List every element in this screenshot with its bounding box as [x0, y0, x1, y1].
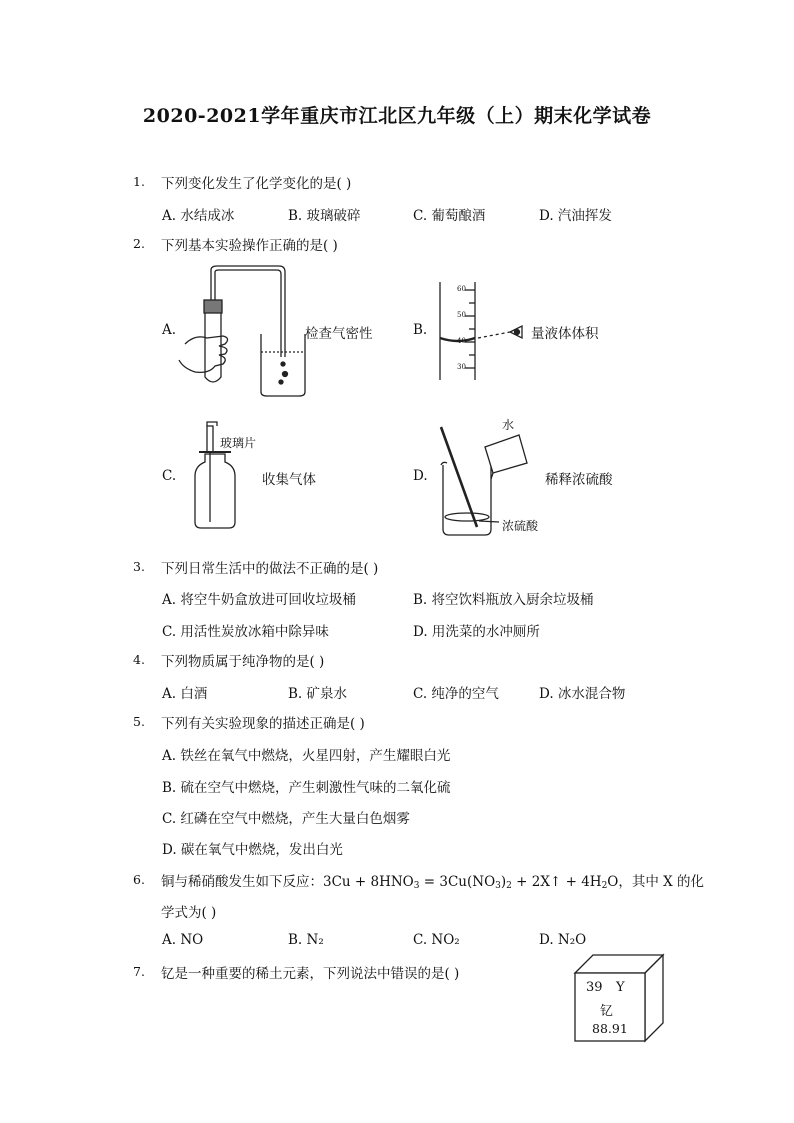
question-text: 下列物质属于纯净物的是( )	[161, 654, 325, 670]
option-d: D. 汽油挥发	[539, 208, 612, 224]
question-text: 钇是一种重要的稀土元素，下列说法中错误的是( )	[161, 966, 460, 982]
question-text: 铜与稀硝酸发生如下反应：$3Cu + 8HNO_3 = 3Cu(NO_3)_2$ + 2X↑ + $4H_2O$，其中 X 的化	[161, 874, 705, 891]
option-c: C. 红磷在空气中燃烧，产生大量白色烟雾	[162, 811, 410, 827]
question-number: 4.	[133, 652, 145, 667]
option-d: D. 冰水混合物	[539, 686, 626, 702]
element-name: 钇	[600, 1004, 614, 1019]
question-text: 下列日常生活中的做法不正确的是( )	[161, 561, 379, 577]
option-a: A.	[162, 322, 177, 338]
option-c: C. 纯净的空气	[413, 686, 499, 702]
question-number: 7.	[133, 964, 145, 979]
figure-measure-volume	[430, 282, 530, 382]
question-text: 下列基本实验操作正确的是( )	[161, 238, 338, 254]
question-number: 3.	[133, 559, 145, 574]
label-water: 水	[502, 418, 515, 432]
element-atomic-number: 39	[586, 980, 603, 995]
element-symbol: Y	[616, 980, 625, 995]
option-b: B. N₂	[288, 932, 324, 948]
caption-airtight: 检查气密性	[305, 326, 373, 342]
option-b: B. 将空饮料瓶放入厨余垃圾桶	[413, 592, 594, 608]
option-b: B. 矿泉水	[288, 686, 348, 702]
option-c: C. NO₂	[413, 932, 460, 948]
question-number: 2.	[133, 236, 145, 251]
option-d: D. N₂O	[539, 932, 587, 948]
question-text: 下列有关实验现象的描述正确是( )	[161, 716, 365, 732]
option-c: C. 用活性炭放冰箱中除异味	[162, 624, 329, 640]
option-c: C. 葡萄酿酒	[413, 208, 486, 224]
question-text-continued: 学式为( )	[161, 905, 217, 921]
option-a: A. 水结成冰	[162, 208, 235, 224]
label-glass-plate: 玻璃片	[220, 436, 257, 450]
element-atomic-mass: 88.91	[592, 1021, 628, 1036]
figure-dilute-acid	[433, 425, 533, 540]
label-conc-acid: 浓硫酸	[502, 519, 539, 533]
option-a: A. NO	[162, 932, 204, 948]
tick-label: 40	[457, 337, 466, 345]
figure-collect-gas	[185, 422, 245, 532]
option-d: D. 碳在氧气中燃烧，发出白光	[162, 842, 343, 858]
option-a: A. 将空牛奶盒放进可回收垃圾桶	[162, 592, 356, 608]
page-title: 2020-2021学年重庆市江北区九年级（上）期末化学试卷	[142, 105, 652, 127]
option-b: B. 玻璃破碎	[288, 208, 361, 224]
question-number: 1.	[133, 174, 145, 189]
option-a: A. 白酒	[162, 686, 208, 702]
question-number: 6.	[133, 872, 145, 887]
option-d: D.	[413, 468, 428, 484]
caption-collect-gas: 收集气体	[262, 472, 316, 488]
option-b: B.	[413, 322, 428, 338]
tick-label: 50	[457, 311, 466, 319]
option-d: D. 用洗菜的水冲厕所	[413, 624, 540, 640]
question-text: 下列变化发生了化学变化的是( )	[161, 176, 352, 192]
option-b: B. 硫在空气中燃烧，产生刺激性气味的二氧化硫	[162, 780, 451, 796]
tick-label: 30	[457, 363, 466, 371]
option-c: C.	[162, 468, 177, 484]
question-number: 5.	[133, 714, 145, 729]
tick-label: 60	[457, 285, 466, 293]
figure-airtight-check	[175, 262, 305, 397]
caption-dilute-acid: 稀释浓硫酸	[545, 472, 613, 488]
option-a: A. 铁丝在氧气中燃烧，火星四射，产生耀眼白光	[162, 748, 451, 764]
caption-measure-volume: 量液体体积	[531, 326, 599, 342]
